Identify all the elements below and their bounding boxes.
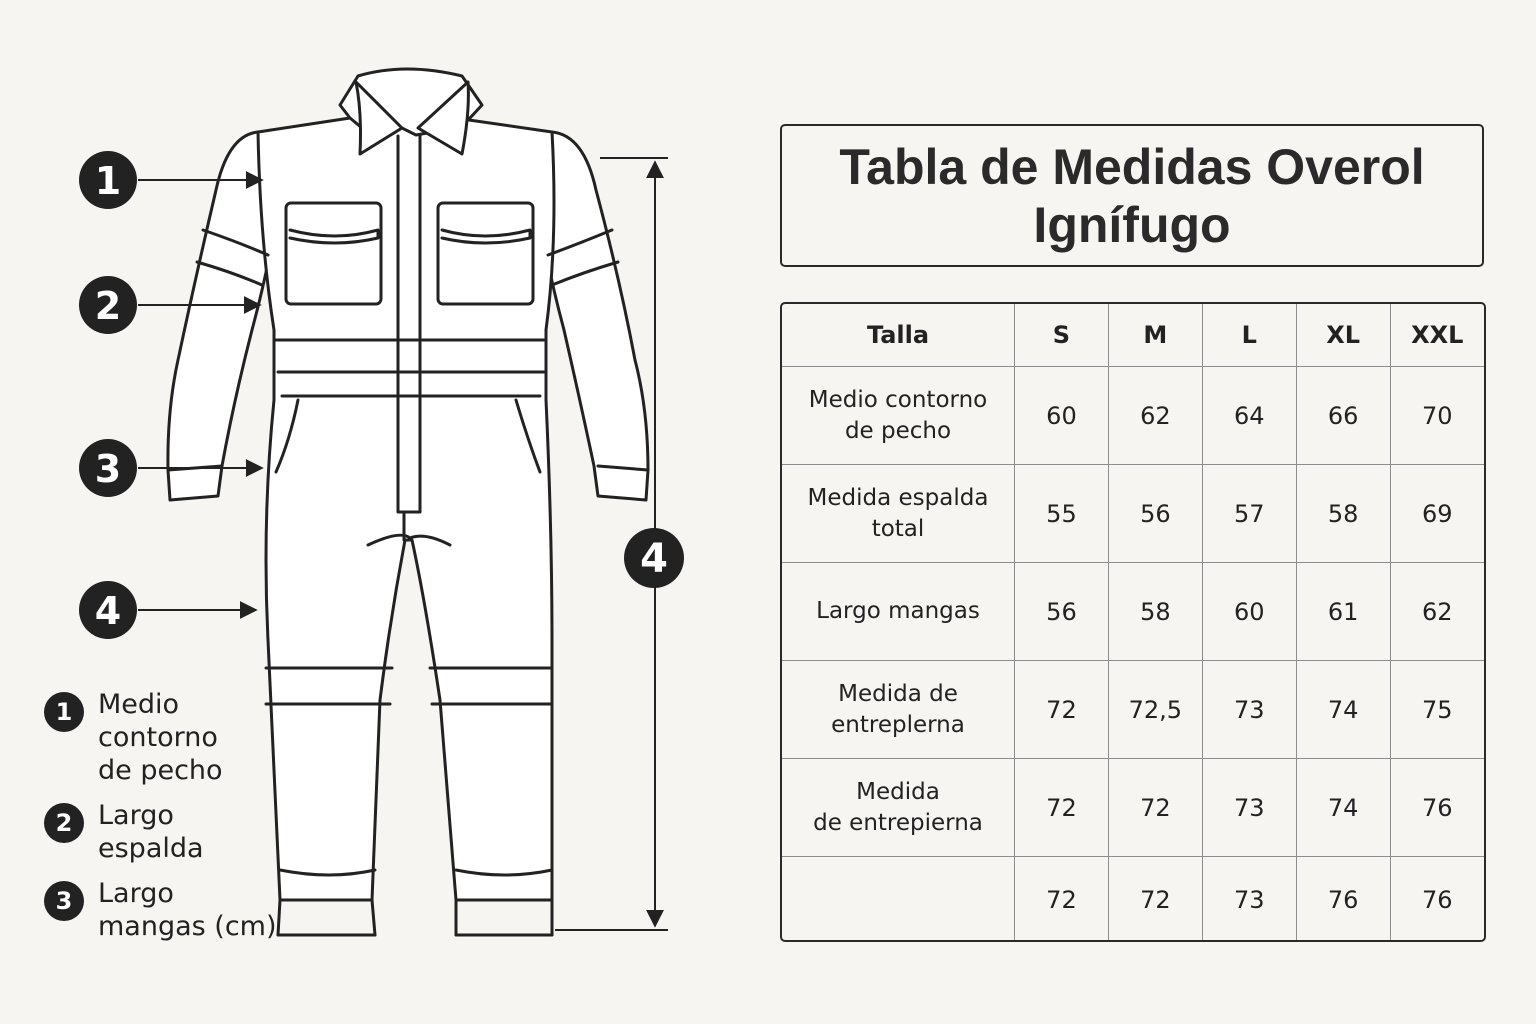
table-cell: 66 <box>1296 367 1390 465</box>
header-size-xl: XL <box>1296 304 1390 367</box>
marker-badge-2 <box>79 276 137 334</box>
marker-number-2: 2 <box>94 284 122 328</box>
legend-label-2: Largo espalda <box>98 800 204 864</box>
legend-label-3: Largo mangas (cm) <box>98 878 277 942</box>
height-marker-badge <box>624 528 684 588</box>
table-cell: 72 <box>1015 759 1109 857</box>
marker-badge-4 <box>79 581 137 639</box>
table-cell: 73 <box>1202 661 1296 759</box>
table-header-row <box>782 304 1484 367</box>
table-cell: 60 <box>1015 367 1109 465</box>
marker-number-4: 4 <box>94 589 122 633</box>
row-label: Medida de entrepierna <box>782 759 1015 857</box>
legend-item-1 <box>44 688 304 787</box>
table-cell: 73 <box>1202 857 1296 943</box>
page-title: Tabla de Medidas Overol Ignífugo <box>839 138 1425 253</box>
table-row <box>782 367 1484 465</box>
legend-badge-1: 1 <box>44 692 84 732</box>
table-cell: 64 <box>1202 367 1296 465</box>
table-cell: 75 <box>1390 661 1484 759</box>
table-cell: 72 <box>1015 857 1109 943</box>
table-cell: 56 <box>1108 465 1202 563</box>
table-cell: 76 <box>1296 857 1390 943</box>
title-box <box>780 124 1484 267</box>
table-row <box>782 759 1484 857</box>
header-size-m: M <box>1108 304 1202 367</box>
table-cell: 69 <box>1390 465 1484 563</box>
legend-item-2 <box>44 799 304 865</box>
marker-number-1: 1 <box>94 159 122 203</box>
table-cell: 76 <box>1390 759 1484 857</box>
table-cell: 55 <box>1015 465 1109 563</box>
table-cell: 62 <box>1108 367 1202 465</box>
row-label: Largo mangas <box>782 563 1015 661</box>
table-row <box>782 563 1484 661</box>
header-size-l: L <box>1202 304 1296 367</box>
table-cell: 60 <box>1202 563 1296 661</box>
header-talla: Talla <box>782 304 1015 367</box>
table-cell: 73 <box>1202 759 1296 857</box>
table-row <box>782 661 1484 759</box>
size-table <box>780 302 1486 942</box>
row-label: Medida de entreplerna <box>782 661 1015 759</box>
legend <box>44 688 304 955</box>
row-label <box>782 857 1015 943</box>
legend-label-1: Medio contorno de pecho <box>98 689 223 786</box>
legend-item-3 <box>44 877 304 943</box>
table-row <box>782 857 1484 943</box>
table-cell: 58 <box>1108 563 1202 661</box>
table-cell: 56 <box>1015 563 1109 661</box>
row-label: Medida espalda total <box>782 465 1015 563</box>
table-cell: 58 <box>1296 465 1390 563</box>
legend-badge-3: 3 <box>44 881 84 921</box>
height-marker-number: 4 <box>640 536 668 582</box>
table-cell: 70 <box>1390 367 1484 465</box>
marker-badge-1 <box>79 151 137 209</box>
table-row <box>782 465 1484 563</box>
table-cell: 72 <box>1108 759 1202 857</box>
table-cell: 72,5 <box>1108 661 1202 759</box>
header-size-s: S <box>1015 304 1109 367</box>
marker-badge-3 <box>79 439 137 497</box>
table-cell: 76 <box>1390 857 1484 943</box>
marker-number-3: 3 <box>94 447 122 491</box>
row-label: Medio contorno de pecho <box>782 367 1015 465</box>
table-cell: 74 <box>1296 759 1390 857</box>
table-cell: 72 <box>1015 661 1109 759</box>
table-cell: 62 <box>1390 563 1484 661</box>
table-cell: 61 <box>1296 563 1390 661</box>
table-cell: 72 <box>1108 857 1202 943</box>
header-size-xxl: XXL <box>1390 304 1484 367</box>
table-cell: 57 <box>1202 465 1296 563</box>
table-cell: 74 <box>1296 661 1390 759</box>
legend-badge-2: 2 <box>44 803 84 843</box>
